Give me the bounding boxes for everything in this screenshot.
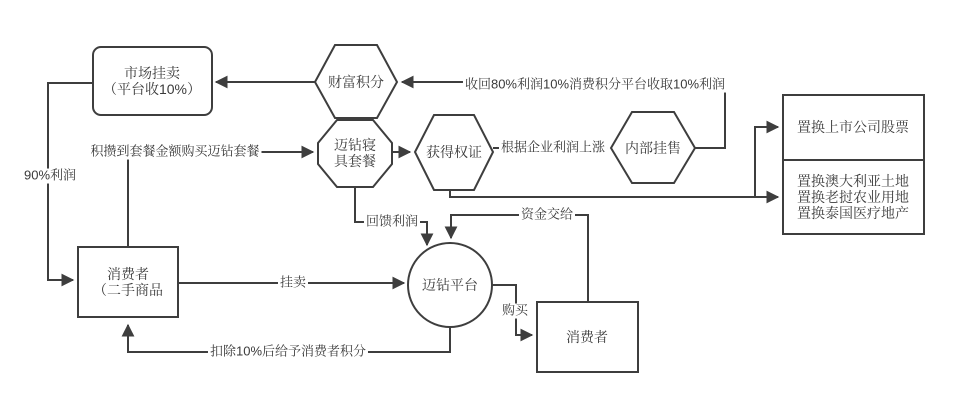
bedding-package-label: 迈钻寝 具套餐 [334, 136, 376, 169]
stock-exchange-label: 置换上市公司股票 [797, 118, 909, 135]
edge-label-profit90: 90%利润 [23, 167, 77, 183]
edge-label-funds: 资金交给 [520, 206, 574, 222]
edge-branch-to-stock [755, 127, 778, 197]
edge-label-feedback: 回馈利润 [365, 213, 419, 229]
wealth-points-label: 财富积分 [328, 73, 384, 90]
platform-label: 迈钻平台 [422, 276, 478, 293]
edge-label-accumulate: 积攒到套餐金额购买迈钻套餐 [90, 143, 260, 159]
land-exchange-label: 置换澳大利亚土地 置换老挝农业用地 置换泰国医疗地产 [797, 172, 909, 222]
edge-consumer2-to-bedding-accumulate [128, 152, 313, 247]
edge-warrant-to-land [450, 190, 778, 197]
market-listing-label: 市场挂卖 （平台收10%） [102, 64, 202, 97]
edge-label-profit-rise: 根据企业利润上涨 [500, 139, 606, 155]
edge-label-buy: 购买 [501, 302, 529, 318]
edge-label-reclaim: 收回80%利润10%消费积分平台收取10%利润 [464, 76, 726, 92]
edge-label-list-sell: 挂卖 [279, 274, 307, 290]
edge-label-deduct: 扣除10%后给予消费者积分 [209, 343, 367, 359]
warrant-label: 获得权证 [426, 143, 482, 160]
internal-sale-label: 内部挂售 [625, 139, 681, 156]
consumer-label: 消费者 [566, 328, 608, 345]
consumer-secondhand-label: 消费者 （二手商品 [93, 265, 163, 298]
